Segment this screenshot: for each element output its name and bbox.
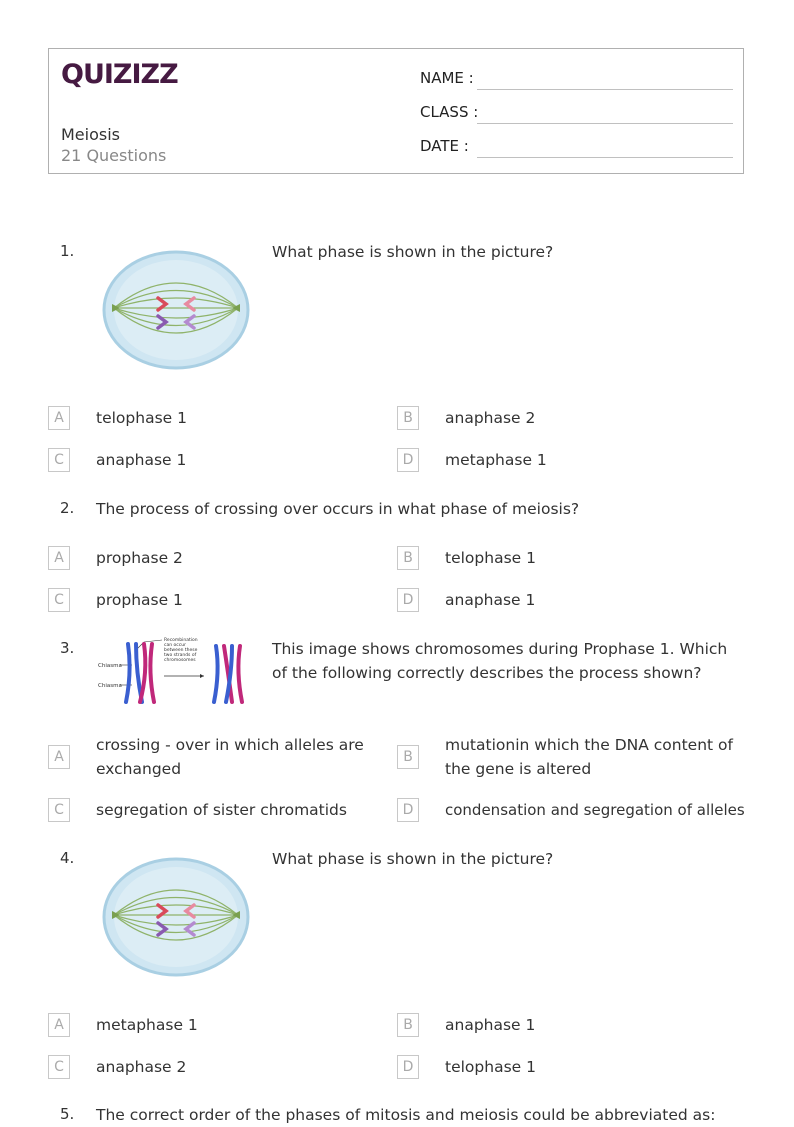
- option-a-text[interactable]: telophase 1: [96, 409, 187, 427]
- svg-text:between these: between these: [164, 648, 198, 653]
- quizizz-logo: QUIZIZZ: [61, 59, 178, 90]
- option-c-marker[interactable]: C: [48, 588, 70, 612]
- option-b-marker[interactable]: B: [397, 546, 419, 570]
- recombination-note: Recombination: [164, 638, 198, 643]
- option-a-marker[interactable]: A: [48, 546, 70, 570]
- svg-text:can occur: can occur: [164, 643, 186, 648]
- option-c-marker[interactable]: C: [48, 1055, 70, 1079]
- option-c-text[interactable]: anaphase 1: [96, 451, 187, 469]
- option-a-marker[interactable]: A: [48, 745, 70, 769]
- class-label: CLASS :: [420, 103, 479, 121]
- option-c-marker[interactable]: C: [48, 798, 70, 822]
- option-b-text[interactable]: telophase 1: [445, 549, 536, 567]
- question-text: This image shows chromosomes during Prophase 1. Which of the following correctly describes the process shown?: [272, 640, 728, 682]
- option-d-text[interactable]: telophase 1: [445, 1058, 536, 1076]
- chiasma-label-top: Chiasma: [98, 663, 122, 669]
- option-c-marker[interactable]: C: [48, 448, 70, 472]
- option-d-marker[interactable]: D: [397, 588, 419, 612]
- name-field[interactable]: [477, 89, 733, 90]
- question-number: 1.: [60, 242, 75, 260]
- option-d-marker[interactable]: D: [397, 798, 419, 822]
- question-number: 3.: [60, 639, 75, 657]
- option-b-marker[interactable]: B: [397, 406, 419, 430]
- cell-division-image: [100, 248, 250, 372]
- cell-division-image: [100, 855, 250, 979]
- class-field[interactable]: [477, 123, 733, 124]
- option-d-text[interactable]: condensation and segregation of alleles: [445, 801, 745, 819]
- question-text: What phase is shown in the picture?: [272, 243, 554, 261]
- option-d-marker[interactable]: D: [397, 1055, 419, 1079]
- option-a-text[interactable]: metaphase 1: [96, 1016, 198, 1034]
- option-a-marker[interactable]: A: [48, 1013, 70, 1037]
- option-c-text[interactable]: prophase 1: [96, 591, 183, 609]
- worksheet-header: [48, 48, 744, 174]
- svg-text:chromosomes: chromosomes: [164, 658, 196, 663]
- option-b-marker[interactable]: B: [397, 745, 419, 769]
- question-number: 2.: [60, 499, 75, 517]
- option-a-marker[interactable]: A: [48, 406, 70, 430]
- question-number: 5.: [60, 1105, 75, 1123]
- option-c-text[interactable]: anaphase 2: [96, 1058, 187, 1076]
- chiasma-label-bottom: Chiasma: [98, 683, 122, 689]
- question-text: The process of crossing over occurs in what phase of meiosis?: [96, 500, 580, 518]
- question-text: What phase is shown in the picture?: [272, 850, 554, 868]
- option-c-text[interactable]: segregation of sister chromatids: [96, 801, 347, 819]
- option-a-text[interactable]: prophase 2: [96, 549, 183, 567]
- option-b-text[interactable]: mutationin which the DNA content of the gene is altered: [445, 736, 733, 778]
- question-number: 4.: [60, 849, 75, 867]
- crossing-over-image: [96, 634, 252, 708]
- question-text: The correct order of the phases of mitosis and meiosis could be abbreviated as:: [96, 1106, 716, 1124]
- date-label: DATE :: [420, 137, 469, 155]
- option-d-text[interactable]: anaphase 1: [445, 591, 536, 609]
- svg-text:two strands of: two strands of: [164, 653, 197, 658]
- question-count: 21 Questions: [61, 146, 167, 165]
- option-d-marker[interactable]: D: [397, 448, 419, 472]
- option-d-text[interactable]: metaphase 1: [445, 451, 547, 469]
- option-b-text[interactable]: anaphase 1: [445, 1016, 536, 1034]
- option-b-marker[interactable]: B: [397, 1013, 419, 1037]
- option-b-text[interactable]: anaphase 2: [445, 409, 536, 427]
- name-label: NAME :: [420, 69, 474, 87]
- option-a-text[interactable]: crossing - over in which alleles are exchanged: [96, 736, 364, 778]
- date-field[interactable]: [477, 157, 733, 158]
- worksheet-title: Meiosis: [61, 125, 120, 144]
